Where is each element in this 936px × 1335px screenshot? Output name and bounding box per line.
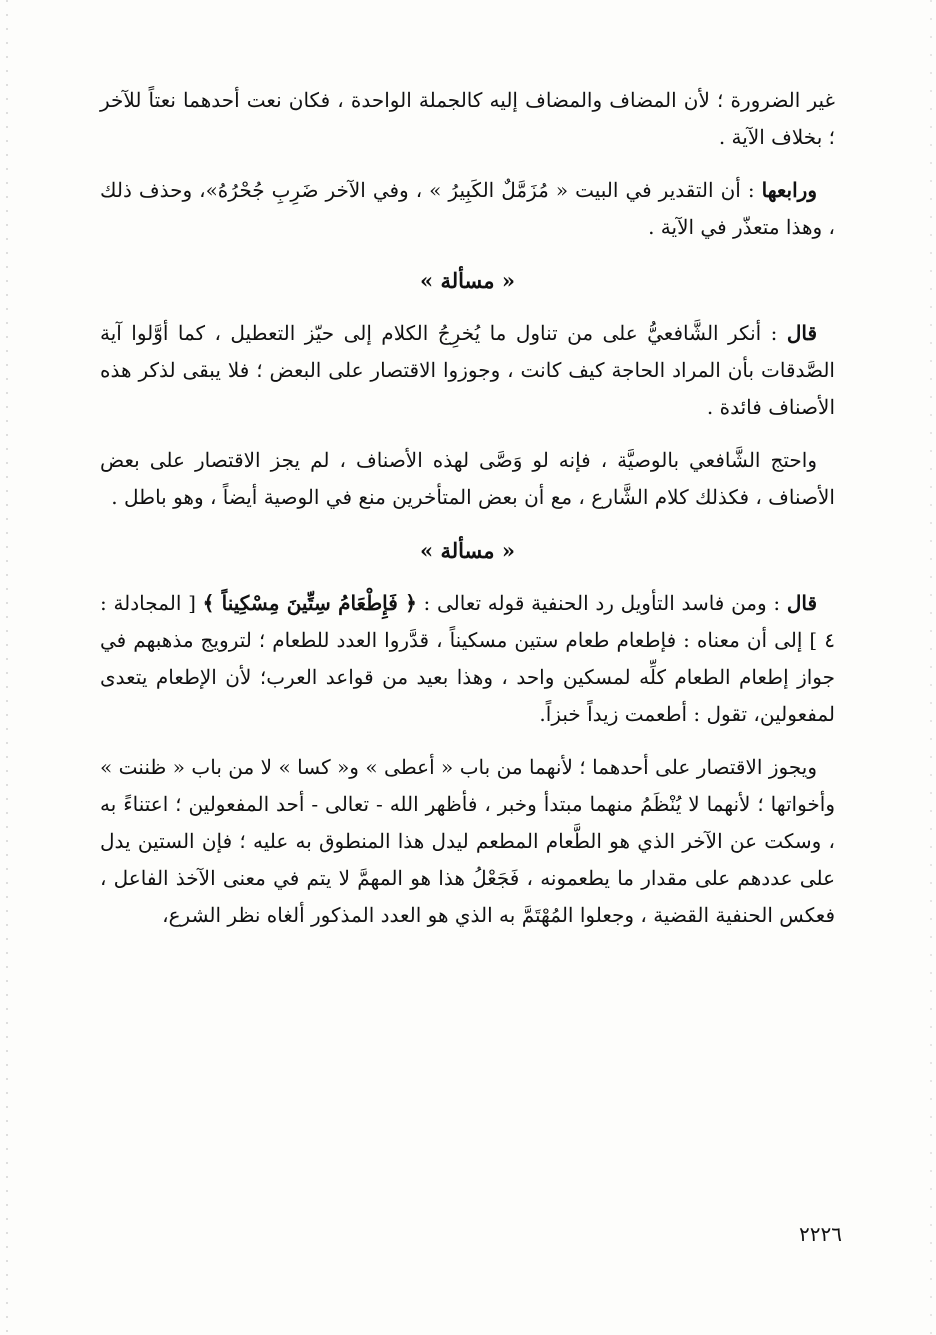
scan-edge-right	[930, 0, 932, 1335]
page-number: ٢٢٢٦	[799, 1222, 842, 1246]
paragraph-1: غير الضرورة ؛ لأن المضاف والمضاف إليه كالجملة الواحدة ، فكان نعت أحدهما نعتاً للآخر ؛ بخلاف الآية .	[100, 88, 835, 149]
paragraph-2	[100, 172, 835, 246]
paragraph-2-lead: ورابعها	[761, 178, 817, 202]
section-heading-1: « مسألة »	[420, 268, 515, 293]
paragraph-4: واحتج الشَّافعي بالوصيَّة ، فإنه لو وَصَّى لهذه الأصناف ، لم يجز الاقتصار على بعض الأصناف ، فكذلك كلام الشَّارع ، مع أن بعض المتأخرين منع في الوصية أيضاً ، وهو باطل .	[100, 448, 835, 509]
paragraph-3-body: : أنكر الشَّافعيُّ على من تناول ما يُخرِجُ الكلام إلى حيّز التعطيل ، كما أوَّلوا آية الصَّدقات بأن المراد الحاجة كيف كانت ، وجوزوا الاقتصار على البعض ؛ فلا يبقى لذكر هذه الأصناف فائدة .	[100, 321, 835, 419]
text-column	[100, 82, 835, 950]
section-heading-2: « مسألة »	[420, 538, 515, 563]
paragraph-3	[100, 315, 835, 426]
paragraph-2-body: : أن التقدير في البيت « مُزَمَّلٌ الكَبِيرُ » ، وفي الآخر ضَرِبِ جُحْرُهُ»، وحذف ذلك ، وهذا متعذّر في الآية .	[100, 178, 835, 239]
paragraph-3-lead: قال	[786, 321, 817, 345]
paragraph-5-intro: : ومن فاسد التأويل رد الحنفية قوله تعالى :	[416, 591, 787, 615]
scan-edge-left	[6, 0, 8, 1335]
paragraph-6: ويجوز الاقتصار على أحدهما ؛ لأنهما من باب « أعطى » و« كسا » لا من باب « ظننت » وأخواتها ؛ لأنهما لا يُنْظَمُ منهما مبتدأ وخبر ، فأظهر الله - تعالى - أحد المفعولين ؛ اعتناءً به ، وسكت عن الآخر الذي هو الطَّعام المطعم ليدل هذا المنطوق به عليه ؛ فإن الستين يدل على عددهم على مقدار ما يطعمونه ، فَجَعْلُ هذا هو المهمَّ لا يتم في معنى الآخذ الفاعل ، فعكس الحنفية القضية ، وجعلوا المُهْتَمَّ به الذي هو العدد المذكور ألغاه نظر الشرع،	[100, 755, 835, 927]
paragraph-5-body: [ المجادلة : ٤ ] إلى أن معناه : فإطعام طعام ستين مسكيناً ، قدَّروا العدد للطعام ؛ لترويج مذهبهم في جواز إطعام الطعام كلِّه لمسكين واحد ، وهذا بعيد من قواعد العرب؛ لأن الإطعام يتعدى لمفعولين، تقول : أطعمت زيداً خبزاً.	[100, 591, 835, 726]
paragraph-5-lead: قال	[786, 591, 817, 615]
paragraph-5	[100, 585, 835, 733]
quran-verse: ﴿ فَإِطْعَامُ سِتِّينَ مِسْكِيناً ﴾	[202, 591, 417, 615]
